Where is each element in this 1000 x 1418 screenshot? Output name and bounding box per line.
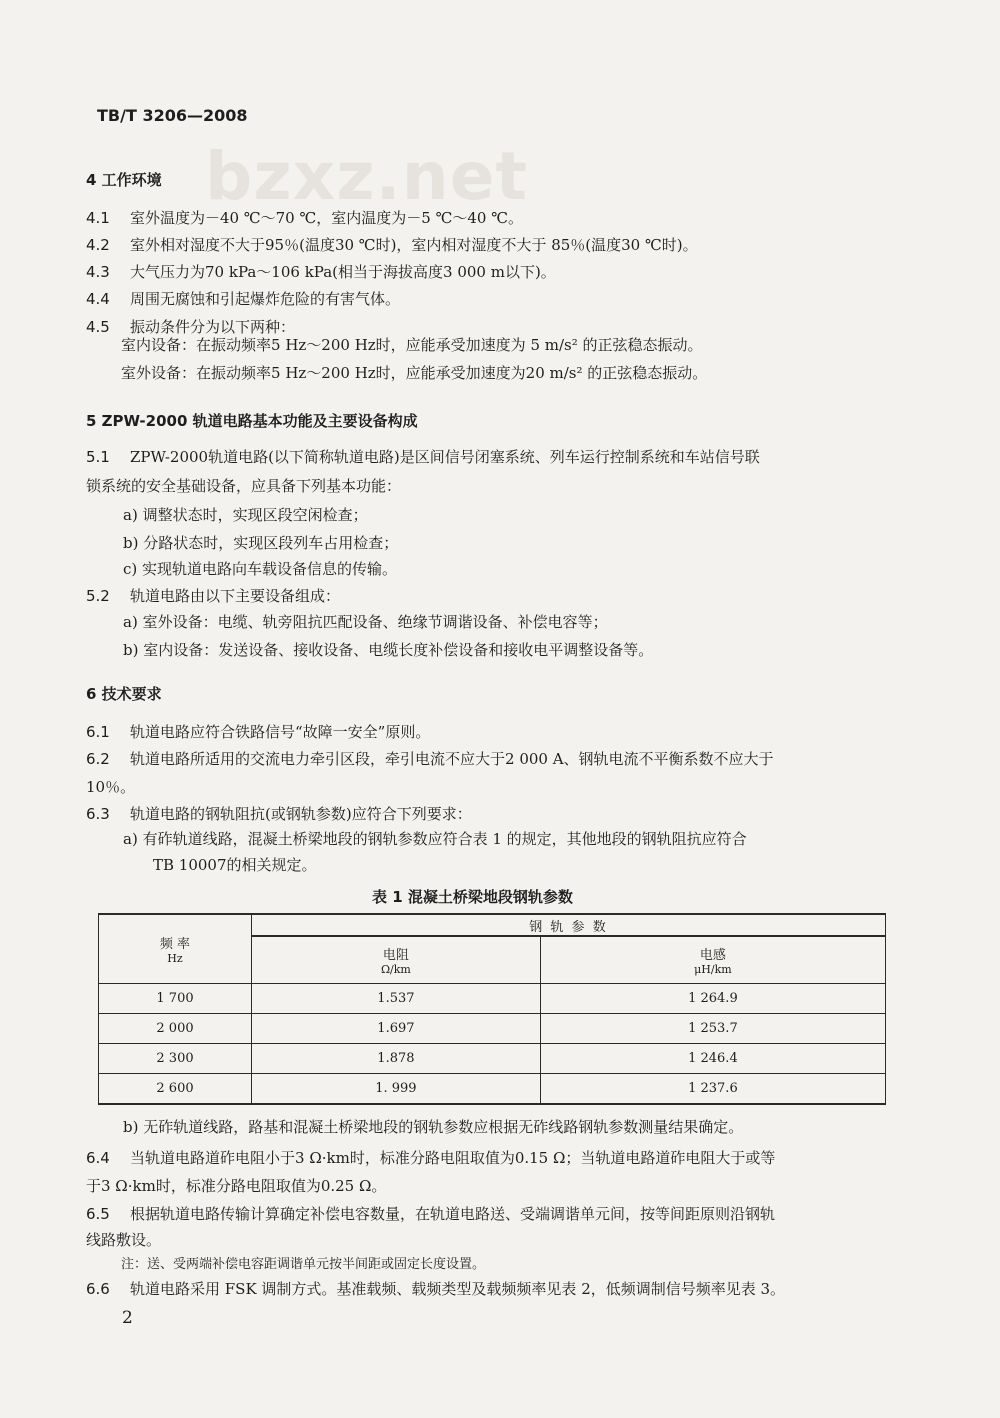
page-number: 2 — [122, 1308, 133, 1328]
standard-code: TB/T 3206—2008 — [97, 106, 248, 125]
clause-4-3 — [86, 261, 556, 282]
clause-6-5-cont: 线路敷设。 — [86, 1231, 162, 1249]
table-caption: 表 1 混凝土桥梁地段钢轨参数 — [372, 888, 573, 906]
watermark: bzxz.net — [205, 138, 529, 215]
clause-text: 振动条件分为以下两种： — [130, 318, 296, 336]
clause-5-2 — [86, 585, 340, 606]
header-frequency-label: 频 率 — [159, 937, 191, 952]
header-resistance-unit: Ω/km — [380, 963, 411, 976]
cell-inductance: 1 237.6 — [540, 1074, 885, 1105]
clause-6-2 — [86, 748, 774, 769]
clause-text: ZPW-2000轨道电路(以下简称轨道电路)是区间信号闭塞系统、列车运行控制系统和车站信号联 — [130, 448, 760, 466]
section-6-title: 6 技术要求 — [86, 685, 162, 703]
clause-number: 5.1 — [86, 448, 110, 466]
clause-text: 轨道电路应符合铁路信号“故障一安全”原则。 — [130, 723, 431, 741]
table-row — [99, 1074, 886, 1105]
clause-text: 大气压力为70 kPa～106 kPa(相当于海拔高度3 000 m以下)。 — [130, 263, 556, 281]
table-row — [99, 1044, 886, 1074]
vibration-outdoor: 室外设备：在振动频率5 Hz～200 Hz时，应能承受加速度为20 m/s² 的正弦稳态振动。 — [121, 364, 708, 382]
function-b: b) 分路状态时，实现区段列车占用检查； — [123, 534, 399, 552]
clause-text: 室外温度为－40 ℃～70 ℃，室内温度为－5 ℃～40 ℃。 — [130, 209, 523, 227]
clause-6-5 — [86, 1203, 775, 1224]
clause-4-2 — [86, 234, 698, 255]
clause-text: 根据轨道电路传输计算确定补偿电容数量，在轨道电路送、受端调谐单元间，按等间距原则沿钢轨 — [130, 1205, 776, 1223]
table-row — [99, 1014, 886, 1044]
clause-text: 室外相对湿度不大于95％(温度30 ℃时)，室内相对湿度不大于 85％(温度30 ℃时)。 — [130, 236, 698, 254]
cell-frequency: 2 600 — [99, 1074, 252, 1105]
header-frequency-unit: Hz — [167, 952, 183, 965]
cell-resistance: 1.697 — [252, 1014, 541, 1044]
clause-number: 6.6 — [86, 1280, 110, 1298]
clause-number: 6.1 — [86, 723, 110, 741]
equipment-b: b) 室内设备：发送设备、接收设备、电缆长度补偿设备和接收电平调整设备等。 — [123, 641, 654, 659]
header-inductance-label: 电感 — [699, 948, 726, 963]
cell-resistance: 1. 999 — [252, 1074, 541, 1105]
header-inductance-unit: μH/km — [694, 963, 732, 976]
clause-6-3 — [86, 803, 472, 824]
clause-number: 6.4 — [86, 1149, 110, 1167]
clause-text: 轨道电路采用 FSK 调制方式。基准载频、载频类型及载频频率见表 2，低频调制信号频率见表 3。 — [130, 1280, 786, 1298]
vibration-indoor: 室内设备：在振动频率5 Hz～200 Hz时，应能承受加速度为 5 m/s² 的正弦稳态振动。 — [121, 336, 703, 354]
header-resistance-label: 电阻 — [382, 948, 409, 963]
clause-4-4 — [86, 288, 400, 309]
section-5-title: 5 ZPW-2000 轨道电路基本功能及主要设备构成 — [86, 412, 418, 430]
cell-frequency: 2 000 — [99, 1014, 252, 1044]
function-c: c) 实现轨道电路向车载设备信息的传输。 — [123, 560, 398, 578]
clause-6-2-cont: 10％。 — [86, 778, 136, 796]
header-frequency — [99, 914, 252, 984]
note: 注：送、受两端补偿电容距调谐单元按半间距或固定长度设置。 — [121, 1257, 486, 1272]
cell-resistance: 1.878 — [252, 1044, 541, 1074]
clause-5-1-cont: 锁系统的安全基础设备，应具备下列基本功能： — [86, 477, 402, 495]
header-rail-parameters: 钢 轨 参 数 — [252, 914, 886, 936]
cell-frequency: 2 300 — [99, 1044, 252, 1074]
clause-text: 轨道电路所适用的交流电力牵引区段，牵引电流不应大于2 000 A、钢轨电流不平衡系数不应大于 — [130, 750, 774, 768]
header-resistance — [252, 936, 541, 984]
clause-number: 4.5 — [86, 318, 110, 336]
cell-resistance: 1.537 — [252, 984, 541, 1014]
cell-inductance: 1 253.7 — [540, 1014, 885, 1044]
clause-6-3-a-cont: TB 10007的相关规定。 — [153, 856, 317, 874]
clause-6-3-a: a) 有砟轨道线路，混凝土桥梁地段的钢轨参数应符合表 1 的规定，其他地段的钢轨阻抗应符合 — [123, 830, 747, 848]
equipment-a: a) 室外设备：电缆、轨旁阻抗匹配设备、绝缘节调谐设备、补偿电容等； — [123, 613, 608, 631]
clause-number: 4.2 — [86, 236, 110, 254]
clause-number: 6.2 — [86, 750, 110, 768]
cell-inductance: 1 246.4 — [540, 1044, 885, 1074]
clause-number: 5.2 — [86, 587, 110, 605]
clause-number: 4.1 — [86, 209, 110, 227]
clause-6-1 — [86, 721, 430, 742]
cell-inductance: 1 264.9 — [540, 984, 885, 1014]
clause-6-4-cont: 于3 Ω·km时，标准分路电阻取值为0.25 Ω。 — [86, 1177, 387, 1195]
clause-text: 轨道电路由以下主要设备组成： — [130, 587, 341, 605]
cell-frequency: 1 700 — [99, 984, 252, 1014]
clause-5-1 — [86, 446, 760, 467]
clause-text: 轨道电路的钢轨阻抗(或钢轨参数)应符合下列要求： — [130, 805, 472, 823]
clause-number: 6.3 — [86, 805, 110, 823]
clause-text: 当轨道电路道砟电阻小于3 Ω·km时，标准分路电阻取值为0.15 Ω；当轨道电路道砟电阻大于或等 — [130, 1149, 776, 1167]
section-4-title: 4 工作环境 — [86, 171, 162, 189]
table-row — [99, 984, 886, 1014]
rail-parameters-table — [98, 913, 886, 1105]
function-a: a) 调整状态时，实现区段空闲检查； — [123, 506, 368, 524]
clause-6-3-b: b) 无砟轨道线路，路基和混凝土桥梁地段的钢轨参数应根据无砟线路钢轨参数测量结果确定。 — [123, 1118, 744, 1136]
clause-4-1 — [86, 207, 523, 228]
clause-6-4 — [86, 1147, 775, 1168]
clause-text: 周围无腐蚀和引起爆炸危险的有害气体。 — [130, 290, 401, 308]
clause-number: 4.3 — [86, 263, 110, 281]
clause-number: 6.5 — [86, 1205, 110, 1223]
clause-number: 4.4 — [86, 290, 110, 308]
clause-6-6 — [86, 1278, 785, 1299]
header-inductance — [540, 936, 885, 984]
